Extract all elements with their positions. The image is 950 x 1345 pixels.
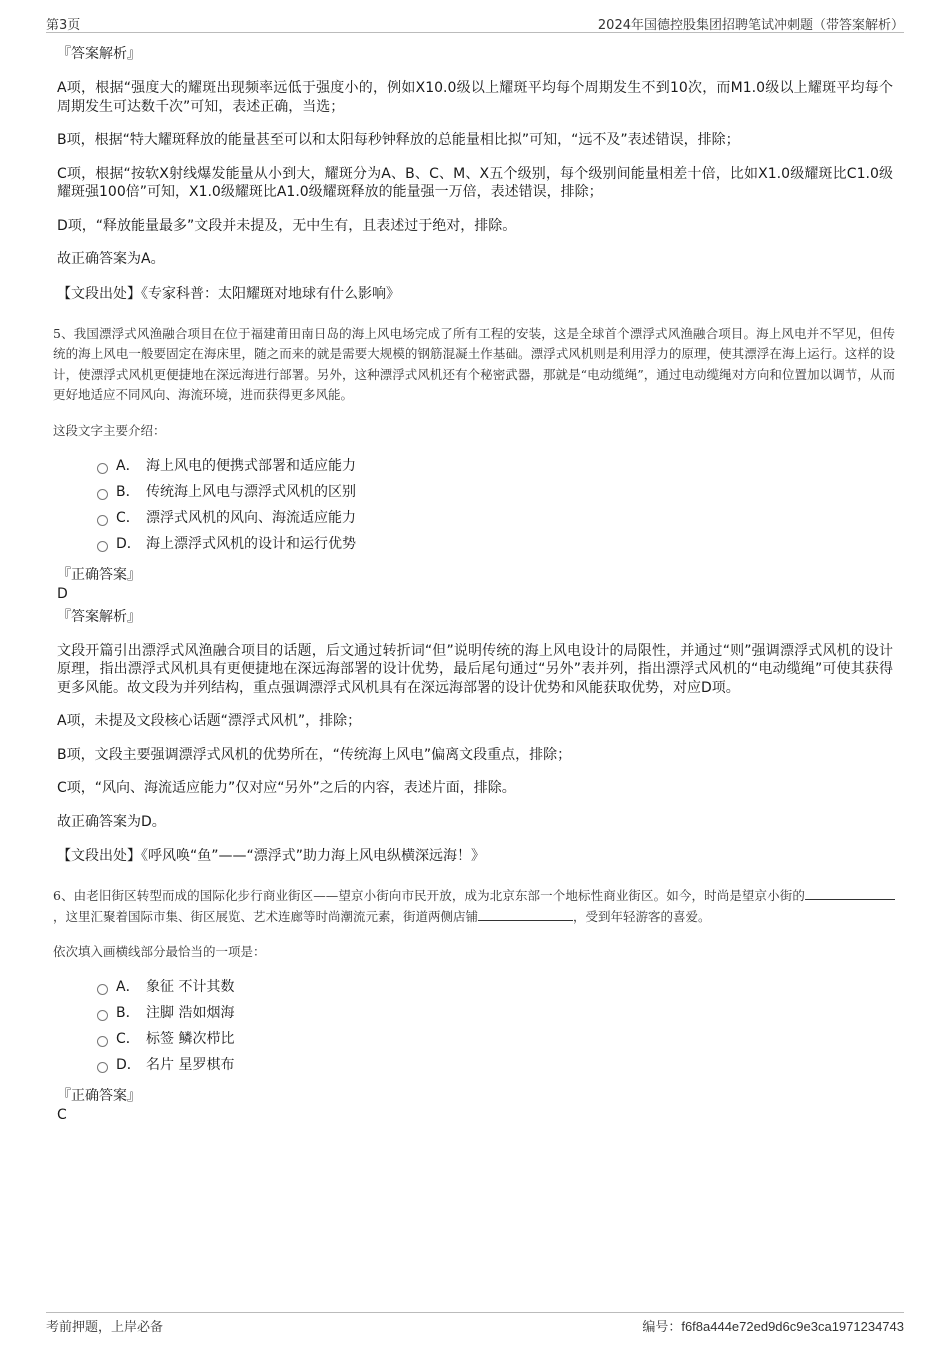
footer-serial-code: f6f8a444e72ed9d6c9e3ca1971234743	[681, 1319, 904, 1334]
option-text: 海上风电的便携式部署和适应能力	[146, 457, 356, 474]
radio-icon[interactable]	[97, 515, 108, 526]
option-letter: A．	[116, 457, 140, 474]
q6-options	[97, 974, 893, 1078]
q5-source: 【文段出处】《呼风唤“鱼”——“漂浮式”助力海上风电纵横深远海！》	[57, 848, 486, 864]
footer-serial-label: 编号：	[642, 1320, 682, 1335]
fill-blank-2	[478, 908, 573, 921]
q5-analysis-a: A项，未提及文段核心话题“漂浮式风机”，排除；	[57, 713, 362, 729]
q5-answer-tag: 『正确答案』	[57, 566, 141, 583]
q5-option-c[interactable]	[97, 505, 893, 531]
radio-icon[interactable]	[97, 489, 108, 500]
q5-option-a[interactable]	[97, 453, 893, 479]
radio-icon[interactable]	[97, 1010, 108, 1021]
option-letter: B．	[116, 483, 140, 500]
footer-slogan: 考前押题，上岸必备	[46, 1320, 164, 1335]
page-content	[53, 44, 895, 1128]
q5-analysis-c: C项，“风向、海流适应能力”仅对应“另外”之后的内容，表述片面，排除。	[57, 780, 516, 796]
q6-option-d[interactable]	[97, 1052, 893, 1078]
option-letter: C．	[116, 1031, 140, 1047]
q5-option-b[interactable]	[97, 479, 893, 505]
q6-option-c[interactable]	[97, 1026, 893, 1052]
option-text: 名片 星罗棋布	[146, 1057, 235, 1073]
option-letter: C．	[116, 509, 140, 526]
option-text: 海上漂浮式风机的设计和运行优势	[146, 535, 356, 552]
document-title: 2024年国德控股集团招聘笔试冲刺题（带答案解析）	[597, 18, 904, 33]
q6-prompt: 依次填入画横线部分最恰当的一项是：	[53, 944, 266, 959]
q5-option-d[interactable]	[97, 531, 893, 557]
q6-answer: C	[57, 1107, 67, 1123]
option-letter: A．	[116, 979, 140, 995]
q4-analysis-c: C项，根据“按软X射线爆发能量从小到大，耀斑分为A、B、C、M、X五个级别，每个级别间能量相差十倍，比如X1.0级耀斑比C1.0级耀斑强100倍”可知，X1.0级耀斑比A1.0级耀斑释放的能量强一万倍，表述错误，排除；	[57, 165, 893, 200]
q5-answer: D	[57, 585, 68, 602]
option-letter: B．	[116, 1005, 140, 1021]
q6-answer-tag: 『正确答案』	[57, 1088, 141, 1104]
option-letter: D．	[116, 535, 141, 552]
option-letter: D．	[116, 1057, 141, 1073]
q5-options	[97, 453, 893, 557]
q5-prompt: 这段文字主要介绍：	[53, 422, 166, 438]
fill-blank-1	[805, 887, 895, 900]
page-number: 第3页	[46, 18, 81, 33]
radio-icon[interactable]	[97, 541, 108, 552]
radio-icon[interactable]	[97, 984, 108, 995]
option-text: 象征 不计其数	[146, 979, 235, 995]
radio-icon[interactable]	[97, 1062, 108, 1073]
q5-conclusion: 故正确答案为D。	[57, 813, 166, 830]
page-header	[46, 14, 904, 33]
q6-option-b[interactable]	[97, 1000, 893, 1026]
q5-analysis-tag: 『答案解析』	[57, 608, 141, 625]
q6-stem	[53, 886, 895, 927]
q5-stem: 5、我国漂浮式风渔融合项目在位于福建莆田南日岛的海上风电场完成了所有工程的安装，这是全球首个漂浮式风渔融合项目。海上风电并不罕见，但传统的海上风电一般要固定在海床里，随之而来的就是需要大规模的钢筋混凝土作基础。漂浮式风机则是利用浮力的原理，使其漂浮在海上运行。这样的设计，使漂浮式风机更便捷地在深远海进行部署。另外，这种漂浮式风机还有个秘密武器，那就是“电动缆绳”，通过电动缆绳对方向和位置加以调节，从而更好地适应不同风向、海流环境，进而获得更多风能。	[53, 325, 895, 402]
q5-analysis-main: 文段开篇引出漂浮式风渔融合项目的话题，后文通过转折词“但”说明传统的海上风电设计的局限性，并通过“则”强调漂浮式风机的设计原理，指出漂浮式风机具有更便捷地在深远海部署的设计优势，最后尾句通过“另外”表并列，指出漂浮式风机的“电动缆绳”可使其获得更多风能。故文段为并列结构，重点强调漂浮式风机具有在深远海部署的设计优势和风能获取优势，对应D项。	[57, 642, 893, 696]
q5-analysis-b: B项，文段主要强调漂浮式风机的优势所在，“传统海上风电”偏离文段重点，排除；	[57, 746, 572, 763]
q4-source: 【文段出处】《专家科普：太阳耀斑对地球有什么影响》	[57, 285, 400, 302]
q4-analysis-a: A项，根据“强度大的耀斑出现频率远低于强度小的，例如X10.0级以上耀斑平均每个周期发生不到10次，而M1.0级以上耀斑平均每个周期发生可达数千次”可知，表述正确，当选；	[57, 80, 893, 115]
q6-stem-part-1: 6、由老旧街区转型而成的国际化步行商业街区——望京小街向市民开放，成为北京东部一个地标性商业街区。如今，时尚是望京小街的	[53, 888, 805, 903]
q6-stem-part-2: ，这里汇聚着国际市集、街区展览、艺术连廊等时尚潮流元素，街道两侧店铺	[53, 908, 479, 924]
footer-serial	[642, 1316, 904, 1335]
radio-icon[interactable]	[97, 463, 108, 474]
option-text: 注脚 浩如烟海	[146, 1005, 235, 1021]
q4-analysis-b: B项，根据“特大耀斑释放的能量甚至可以和太阳每秒钟释放的总能量相比拟”可知，“远不及”表述错误，排除；	[57, 132, 740, 148]
q6-stem-part-3: ，受到年轻游客的喜爱。	[573, 908, 711, 924]
q4-conclusion: 故正确答案为A。	[57, 251, 165, 267]
radio-icon[interactable]	[97, 1036, 108, 1047]
option-text: 传统海上风电与漂浮式风机的区别	[146, 483, 356, 500]
page-footer	[46, 1312, 904, 1335]
q4-analysis-tag: 『答案解析』	[57, 46, 141, 62]
q6-option-a[interactable]	[97, 974, 893, 1000]
option-text: 漂浮式风机的风向、海流适应能力	[146, 509, 356, 526]
option-text: 标签 鳞次栉比	[146, 1031, 235, 1047]
q4-analysis-d: D项，“释放能量最多”文段并未提及，无中生有，且表述过于绝对，排除。	[57, 217, 517, 234]
